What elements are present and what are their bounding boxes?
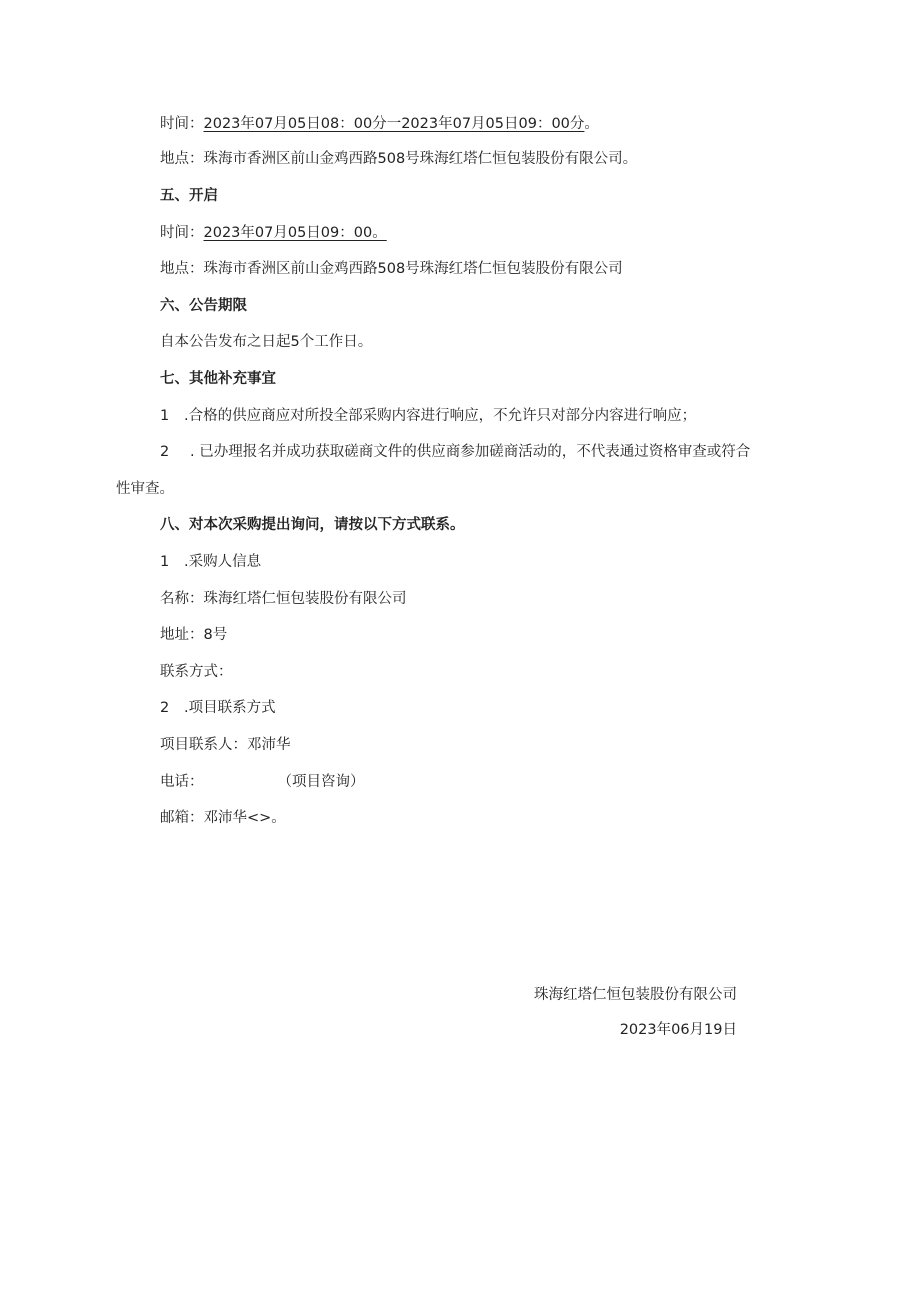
other-item-1 (160, 406, 696, 426)
project-contact-person: 项目联系人：邓沛华 (160, 737, 291, 753)
period-text: 自本公告发布之日起5个工作日。 (160, 334, 373, 350)
section-heading-other: 七、其他补充事宜 (160, 371, 276, 387)
section-heading-period: 六、公告期限 (160, 298, 247, 314)
signature-date: 2023年06月19日 (619, 1022, 737, 1038)
contact-sub-1 (160, 552, 261, 572)
section-heading-contact: 八、对本次采购提出询问，请按以下方式联系。 (160, 517, 465, 533)
phone-note: （项目咨询） (277, 774, 365, 790)
purchaser-name: 名称：珠海红塔仁恒包装股份有限公司 (160, 591, 407, 607)
time-label: 时间： (160, 116, 204, 132)
place-label: 地点： (160, 261, 204, 277)
time-value: 2023年07月05日09：00。 (203, 225, 387, 241)
item-text: . 已办理报名并成功获取磋商文件的供应商参加磋商活动的，不代表通过资格审查或符合 (190, 444, 751, 460)
project-phone (160, 772, 365, 792)
time-label: 时间： (160, 225, 204, 241)
other-item-2 (160, 442, 750, 462)
item-text: .合格的供应商应对所投全部采购内容进行响应，不允许只对部分内容进行响应； (184, 408, 697, 424)
section-heading-open: 五、开启 (160, 188, 218, 204)
time-end: 。 (584, 116, 599, 132)
contact-sub-2 (160, 698, 276, 718)
sub-text: .采购人信息 (184, 554, 262, 570)
place-value: 珠海市香洲区前山金鸡西路508号珠海红塔仁恒包装股份有限公司。 (203, 151, 638, 167)
place-line-2 (160, 259, 623, 279)
phone-label: 电话： (160, 774, 204, 790)
other-item-2-continued: 性审查。 (116, 481, 174, 497)
item-number: 2 (160, 444, 170, 460)
signature-company: 珠海红塔仁恒包装股份有限公司 (534, 987, 737, 1003)
sub-number: 2 (160, 700, 170, 716)
time-value: 2023年07月05日08：00分一2023年07月05日09：00分 (203, 116, 585, 132)
time-line-1 (160, 114, 599, 134)
time-line-2 (160, 223, 387, 243)
purchaser-address: 地址：8号 (160, 627, 228, 643)
project-email: 邮箱：邓沛华<>。 (160, 810, 286, 826)
place-value: 珠海市香洲区前山金鸡西路508号珠海红塔仁恒包装股份有限公司 (203, 261, 623, 277)
place-label: 地点： (160, 151, 204, 167)
sub-text: .项目联系方式 (184, 700, 276, 716)
item-number: 1 (160, 408, 170, 424)
purchaser-contact: 联系方式： (160, 664, 233, 680)
sub-number: 1 (160, 554, 170, 570)
place-line-1 (160, 149, 637, 169)
